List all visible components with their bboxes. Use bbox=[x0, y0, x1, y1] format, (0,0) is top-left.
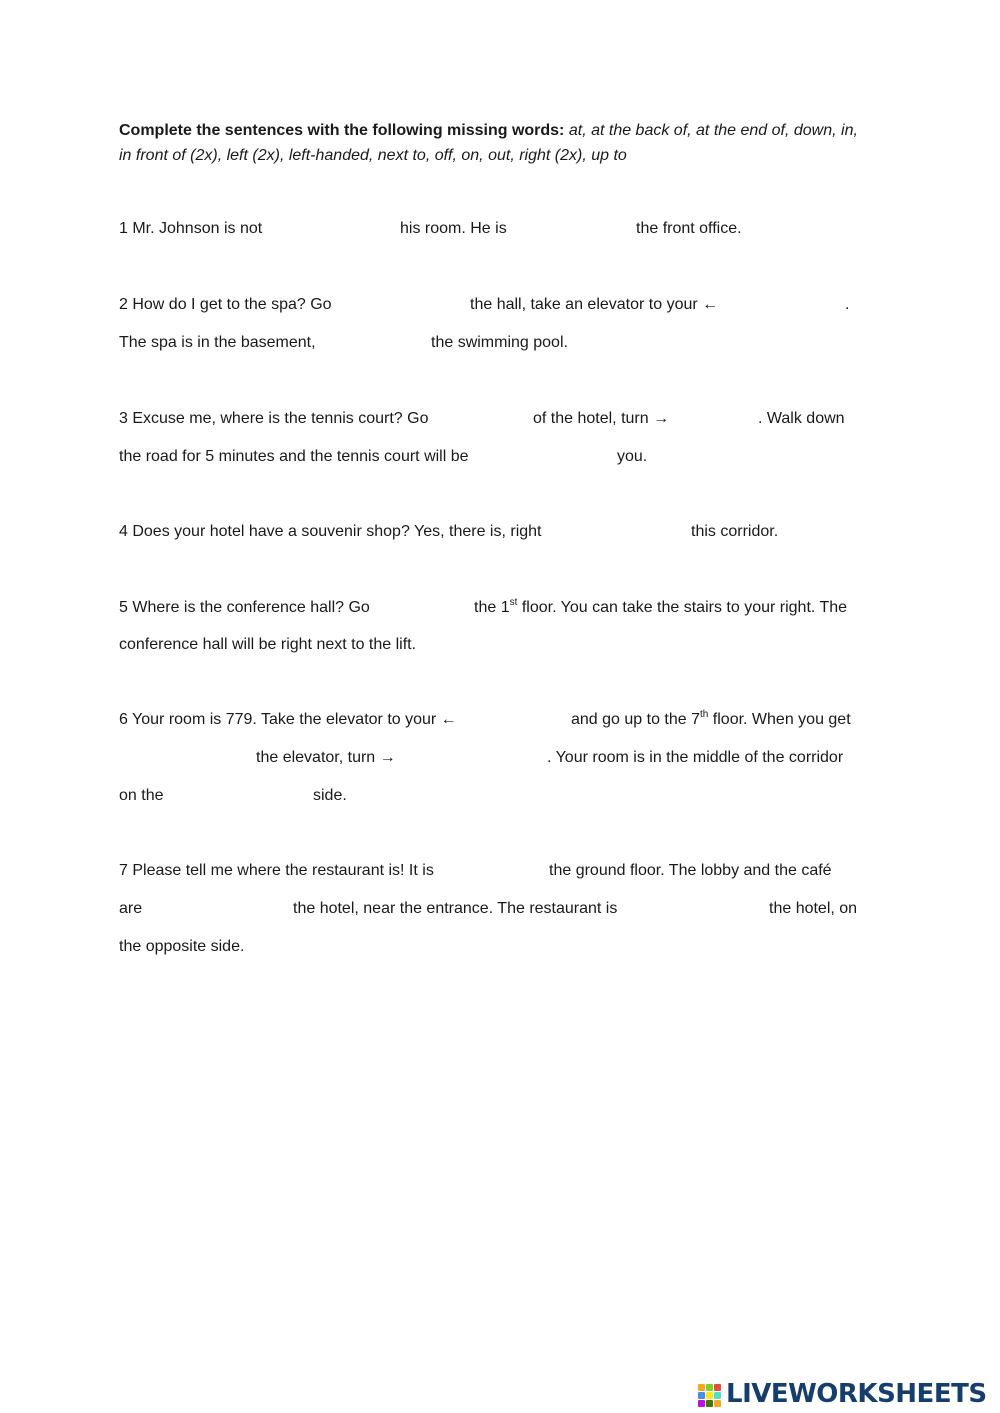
q3-text-a: 3 Excuse me, where is the tennis court? Go bbox=[119, 410, 429, 427]
q6-superscript: th bbox=[700, 708, 709, 720]
instructions bbox=[119, 118, 899, 168]
q5-superscript: st bbox=[509, 596, 518, 608]
q6-text-b-pre: and go up to the 7 bbox=[571, 711, 700, 728]
q7-text-c: are bbox=[119, 900, 143, 917]
logo-text: LIVEWORKSHEETS bbox=[726, 1379, 987, 1409]
q3-text-d: the road for 5 minutes and the tennis court will be bbox=[119, 448, 469, 465]
q6-text-b-post: floor. When you get bbox=[708, 711, 851, 728]
q1-text-a: 1 Mr. Johnson is not bbox=[119, 220, 263, 237]
q5-text-b-post: floor. You can take the stairs to your right. The bbox=[517, 599, 848, 616]
q7-text-f: the opposite side. bbox=[119, 938, 245, 955]
word-bank-line2: in front of (2x), left (2x), left-handed, next to, off, on, out, right (2x), up to bbox=[119, 147, 627, 164]
q6-text-d: . Your room is in the middle of the corridor bbox=[547, 749, 844, 766]
q3-text-c: . Walk down bbox=[758, 410, 845, 427]
q6-text-b bbox=[571, 708, 851, 729]
q7-text-a: 7 Please tell me where the restaurant is! It is bbox=[119, 862, 434, 879]
q2-text-d: The spa is in the basement, bbox=[119, 334, 316, 351]
q4-text-a: 4 Does your hotel have a souvenir shop? Yes, there is, right bbox=[119, 523, 542, 540]
q6-text-a: 6 Your room is 779. Take the elevator to your ← bbox=[119, 711, 457, 728]
q2-text-c: . bbox=[845, 296, 850, 313]
q7-text-d: the hotel, near the entrance. The restaurant is bbox=[293, 900, 618, 917]
q1-text-b: his room. He is bbox=[400, 220, 507, 237]
q3-text-e: you. bbox=[617, 448, 648, 465]
q5-text-a: 5 Where is the conference hall? Go bbox=[119, 599, 370, 616]
word-bank-line1: at, at the back of, at the end of, down, in, bbox=[568, 122, 858, 139]
q2-text-b: the hall, take an elevator to your ← bbox=[470, 296, 719, 313]
instructions-lead: Complete the sentences with the following missing words: bbox=[119, 122, 565, 139]
q5-text-c: conference hall will be right next to the lift. bbox=[119, 636, 417, 653]
logo-blocks-icon bbox=[698, 1384, 722, 1408]
q6-text-c: the elevator, turn → bbox=[256, 749, 396, 766]
q5-text-b-pre: the 1 bbox=[474, 599, 510, 616]
q4-text-b: this corridor. bbox=[691, 523, 779, 540]
liveworksheets-logo bbox=[698, 1378, 994, 1410]
q2-text-e: the swimming pool. bbox=[431, 334, 568, 351]
q6-text-e: on the bbox=[119, 787, 164, 804]
q2-text-a: 2 How do I get to the spa? Go bbox=[119, 296, 332, 313]
q5-text-b bbox=[474, 596, 848, 617]
q7-text-e: the hotel, on bbox=[769, 900, 858, 917]
q3-text-b: of the hotel, turn → bbox=[533, 410, 670, 427]
q1-text-c: the front office. bbox=[636, 220, 742, 237]
q7-text-b: the ground floor. The lobby and the café bbox=[549, 862, 832, 879]
q6-text-f: side. bbox=[313, 787, 347, 804]
